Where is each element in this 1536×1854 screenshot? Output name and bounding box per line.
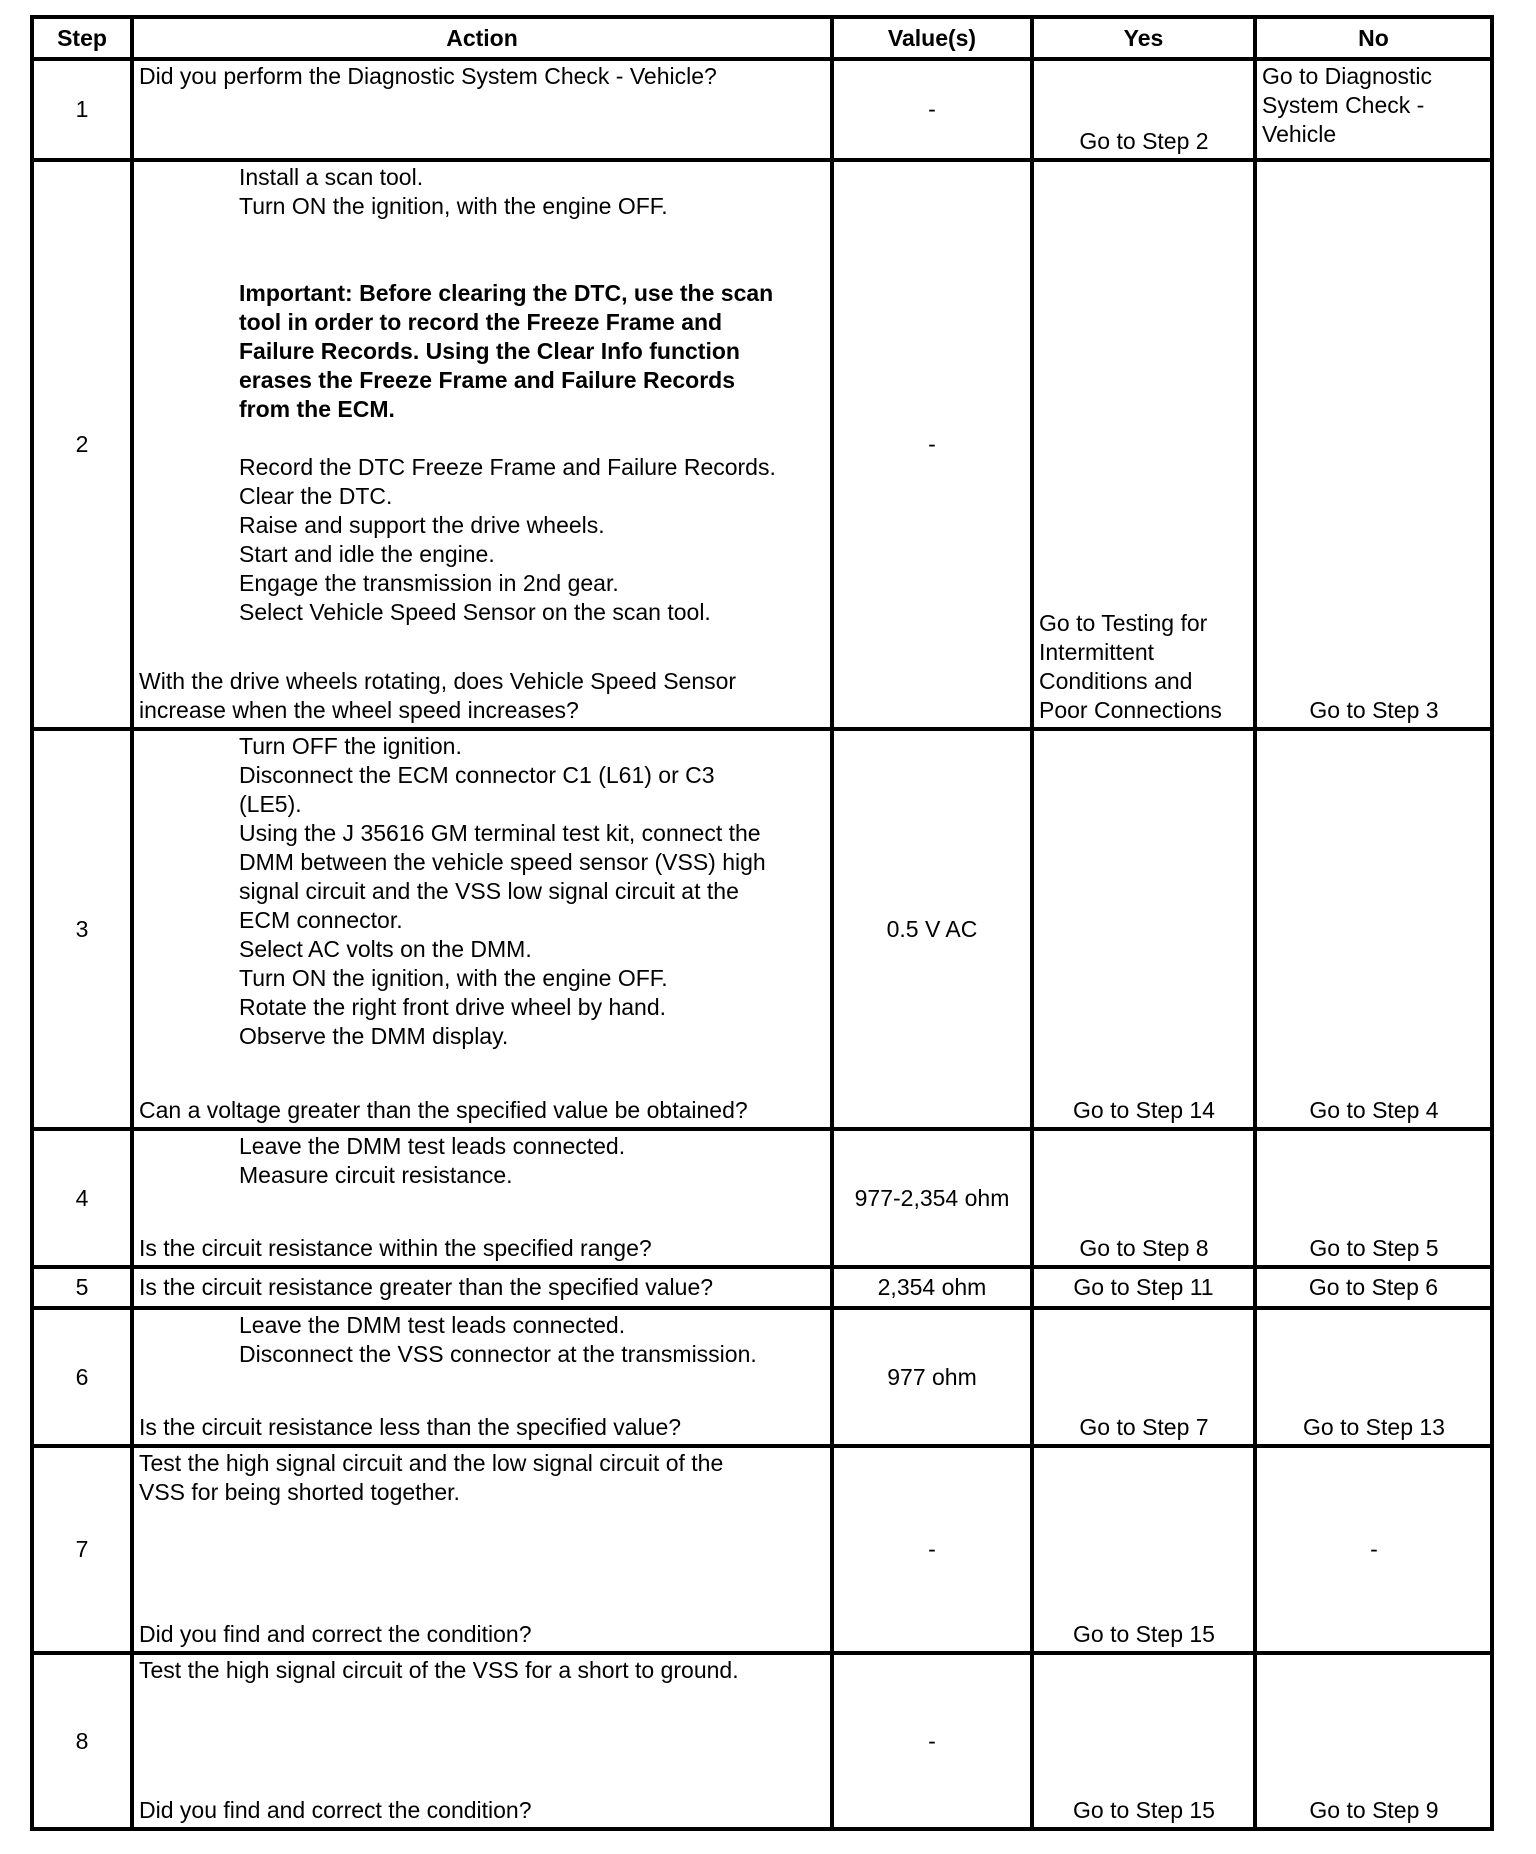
question-text: Is the circuit resistance within the specified range? bbox=[139, 1235, 652, 1261]
action-instruction: Leave the DMM test leads connected. bbox=[239, 1133, 626, 1159]
table-row-step-5 bbox=[32, 1267, 1492, 1308]
value-cell: - bbox=[832, 1653, 1032, 1829]
no-link: Go to Diagnostic bbox=[1262, 63, 1433, 89]
yes-link: Go to Step 8 bbox=[1079, 1235, 1209, 1261]
action-instruction: Start and idle the engine. bbox=[239, 541, 495, 567]
header-row bbox=[32, 17, 1492, 59]
yes-cell bbox=[1032, 1129, 1255, 1267]
action-instruction: Install a scan tool. bbox=[239, 164, 424, 190]
action-instruction: Rotate the right front drive wheel by hand. bbox=[239, 994, 667, 1020]
yes-cell bbox=[1032, 1446, 1255, 1653]
yes-cell bbox=[1032, 729, 1255, 1129]
no-cell bbox=[1255, 160, 1492, 729]
value-cell: 977 ohm bbox=[832, 1308, 1032, 1446]
yes-link: Go to Testing for bbox=[1039, 610, 1208, 636]
action-cell bbox=[132, 1446, 832, 1653]
step-number: 6 bbox=[32, 1308, 132, 1446]
question-text: With the drive wheels rotating, does Vehicle Speed Sensor bbox=[139, 668, 737, 694]
yes-link: Go to Step 2 bbox=[1079, 128, 1209, 154]
table-row-step-6 bbox=[32, 1308, 1492, 1446]
important-note: from the ECM. bbox=[239, 396, 395, 422]
step-number: 7 bbox=[32, 1446, 132, 1653]
table-row-step-3 bbox=[32, 729, 1492, 1129]
yes-link: Poor Connections bbox=[1039, 697, 1222, 723]
value-cell: - bbox=[832, 160, 1032, 729]
no-link: System Check - bbox=[1262, 92, 1425, 118]
important-note: Important: Before clearing the DTC, use the scan bbox=[239, 280, 774, 306]
question-text: increase when the wheel speed increases? bbox=[139, 697, 579, 723]
header-no: No bbox=[1255, 17, 1492, 59]
action-instruction: VSS for being shorted together. bbox=[139, 1479, 460, 1505]
yes-link: Go to Step 7 bbox=[1079, 1414, 1209, 1440]
action-instruction: Disconnect the ECM connector C1 (L61) or C3 bbox=[239, 762, 715, 788]
step-number: 5 bbox=[32, 1267, 132, 1308]
header-yes: Yes bbox=[1032, 17, 1255, 59]
no-link: Go to Step 5 bbox=[1309, 1235, 1439, 1261]
step-number: 1 bbox=[32, 59, 132, 160]
action-cell bbox=[132, 1267, 832, 1308]
step-number: 4 bbox=[32, 1129, 132, 1267]
action-instruction: signal circuit and the VSS low signal circuit at the bbox=[239, 878, 739, 904]
table-row-step-1 bbox=[32, 59, 1492, 160]
action-instruction: Select AC volts on the DMM. bbox=[239, 936, 532, 962]
yes-cell bbox=[1032, 59, 1255, 160]
action-instruction: ECM connector. bbox=[239, 907, 403, 933]
diagnostic-table bbox=[30, 15, 1494, 1831]
action-cell bbox=[132, 1129, 832, 1267]
yes-link: Intermittent bbox=[1039, 639, 1155, 665]
action-cell bbox=[132, 1653, 832, 1829]
question-text: Did you perform the Diagnostic System Check - Vehicle? bbox=[139, 63, 717, 89]
action-instruction: Turn ON the ignition, with the engine OFF. bbox=[239, 193, 668, 219]
yes-link: Conditions and bbox=[1039, 668, 1193, 694]
action-instruction: Measure circuit resistance. bbox=[239, 1162, 513, 1188]
action-cell bbox=[132, 160, 832, 729]
no-cell bbox=[1255, 1129, 1492, 1267]
no-link: - bbox=[1370, 1535, 1378, 1562]
no-cell bbox=[1255, 1653, 1492, 1829]
no-cell: Go to Step 6 bbox=[1255, 1267, 1492, 1308]
yes-cell bbox=[1032, 1653, 1255, 1829]
question-text: Is the circuit resistance greater than the specified value? bbox=[139, 1274, 714, 1300]
action-instruction: Disconnect the VSS connector at the transmission. bbox=[239, 1341, 757, 1367]
action-instruction: Leave the DMM test leads connected. bbox=[239, 1312, 626, 1338]
question-text: Did you find and correct the condition? bbox=[139, 1621, 532, 1647]
no-link: Go to Step 9 bbox=[1309, 1797, 1439, 1823]
value-cell: - bbox=[832, 1446, 1032, 1653]
action-instruction: Clear the DTC. bbox=[239, 483, 393, 509]
step-number: 2 bbox=[32, 160, 132, 729]
action-instruction: Test the high signal circuit and the low signal circuit of the bbox=[139, 1450, 724, 1476]
value-cell: 0.5 V AC bbox=[832, 729, 1032, 1129]
action-instruction: Raise and support the drive wheels. bbox=[239, 512, 605, 538]
no-link: Vehicle bbox=[1262, 121, 1337, 147]
no-cell bbox=[1255, 1446, 1492, 1653]
yes-cell bbox=[1032, 160, 1255, 729]
action-instruction: Observe the DMM display. bbox=[239, 1023, 509, 1049]
important-note: Failure Records. Using the Clear Info function bbox=[239, 338, 740, 364]
action-instruction: DMM between the vehicle speed sensor (VSS) high bbox=[239, 849, 766, 875]
action-cell bbox=[132, 1308, 832, 1446]
step-number: 8 bbox=[32, 1653, 132, 1829]
step-number: 3 bbox=[32, 729, 132, 1129]
yes-link: Go to Step 15 bbox=[1073, 1621, 1215, 1647]
no-link: Go to Step 13 bbox=[1303, 1414, 1445, 1440]
header-step: Step bbox=[32, 17, 132, 59]
value-cell: 977-2,354 ohm bbox=[832, 1129, 1032, 1267]
table-row-step-4 bbox=[32, 1129, 1492, 1267]
important-note: erases the Freeze Frame and Failure Records bbox=[239, 367, 735, 393]
action-instruction: Turn ON the ignition, with the engine OFF. bbox=[239, 965, 668, 991]
no-link: Go to Step 3 bbox=[1309, 697, 1439, 723]
action-instruction: (LE5). bbox=[239, 791, 302, 817]
question-text: Did you find and correct the condition? bbox=[139, 1797, 532, 1823]
question-text: Is the circuit resistance less than the specified value? bbox=[139, 1414, 682, 1440]
action-instruction: Using the J 35616 GM terminal test kit, connect the bbox=[239, 820, 761, 846]
question-text: Can a voltage greater than the specified value be obtained? bbox=[139, 1097, 748, 1123]
table-row-step-7 bbox=[32, 1446, 1492, 1653]
no-link: Go to Step 4 bbox=[1309, 1097, 1439, 1123]
table-row-step-8 bbox=[32, 1653, 1492, 1829]
yes-link: Go to Step 14 bbox=[1073, 1097, 1215, 1123]
header-values: Value(s) bbox=[832, 17, 1032, 59]
value-cell: - bbox=[832, 59, 1032, 160]
no-cell bbox=[1255, 1308, 1492, 1446]
header-action: Action bbox=[132, 17, 832, 59]
yes-cell: Go to Step 11 bbox=[1032, 1267, 1255, 1308]
table-row-step-2 bbox=[32, 160, 1492, 729]
action-instruction: Select Vehicle Speed Sensor on the scan tool. bbox=[239, 599, 711, 625]
action-instruction: Test the high signal circuit of the VSS for a short to ground. bbox=[139, 1657, 739, 1683]
action-instruction: Record the DTC Freeze Frame and Failure Records. bbox=[239, 454, 776, 480]
action-cell bbox=[132, 59, 832, 160]
no-cell bbox=[1255, 59, 1492, 160]
yes-link: Go to Step 15 bbox=[1073, 1797, 1215, 1823]
no-cell bbox=[1255, 729, 1492, 1129]
action-instruction: Engage the transmission in 2nd gear. bbox=[239, 570, 619, 596]
action-cell bbox=[132, 729, 832, 1129]
yes-cell bbox=[1032, 1308, 1255, 1446]
value-cell: 2,354 ohm bbox=[832, 1267, 1032, 1308]
action-instruction: Turn OFF the ignition. bbox=[239, 733, 462, 759]
important-note: tool in order to record the Freeze Frame and bbox=[239, 309, 723, 335]
